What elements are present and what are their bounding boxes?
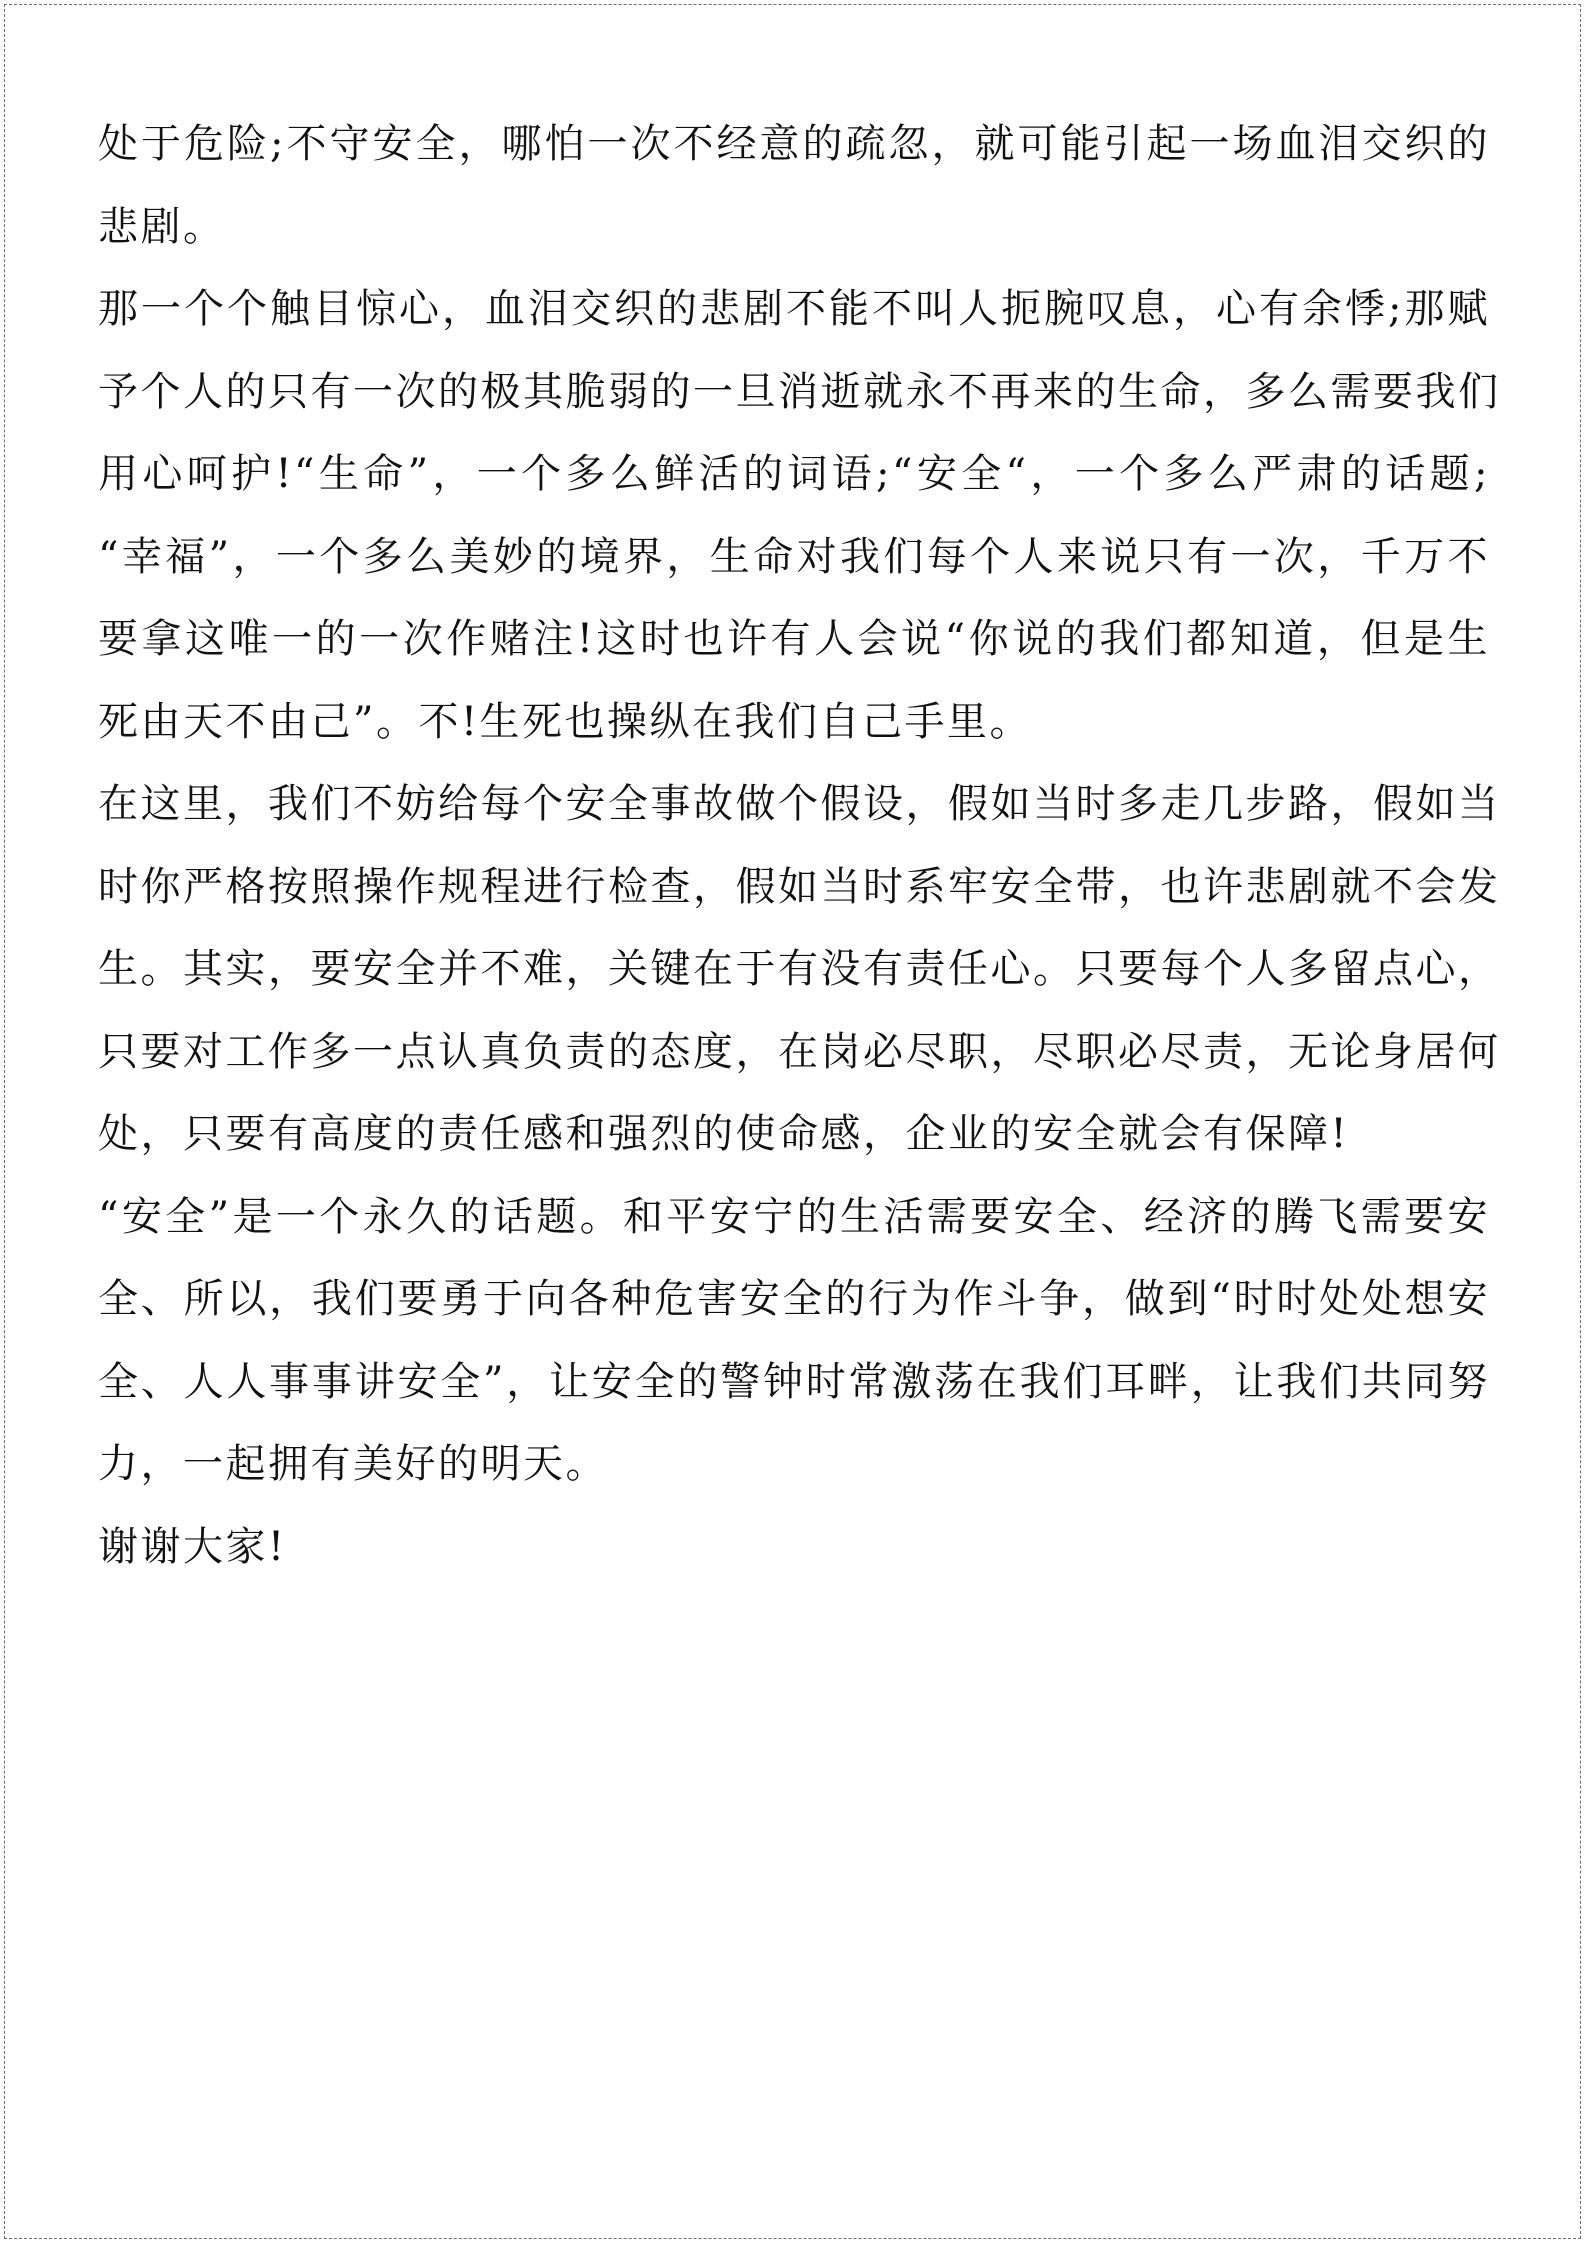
text-line: “幸福”，一个多么美妙的境界，生命对我们每个人来说只有一次，千万不 <box>98 533 1490 580</box>
paragraph-5 <box>98 1506 1490 1589</box>
paragraph-3 <box>98 763 1501 1176</box>
text-line: 谢谢大家! <box>98 1523 287 1570</box>
text-line: 生。其实，要安全并不难，关键在于有没有责任心。只要每个人多留点心， <box>98 946 1501 992</box>
text-line: “安全”是一个永久的话题。和平安宁的生活需要安全、经济的腾飞需要安 <box>98 1193 1490 1240</box>
text-line: 要拿这唯一的一次作赌注!这时也许有人会说“你说的我们都知道，但是生 <box>98 616 1490 662</box>
paragraph-2 <box>98 268 1501 763</box>
document-body <box>98 103 1501 1588</box>
paragraph-1 <box>98 103 1490 268</box>
text-line: 用心呵护!“生命”，一个多么鲜活的词语;“安全“，一个多么严肃的话题; <box>98 451 1490 497</box>
text-line: 处，只要有高度的责任感和强烈的使命感，企业的安全就会有保障! <box>98 1111 1350 1157</box>
text-line: 全、所以，我们要勇于向各种危害安全的行为作斗争，做到“时时处处想安 <box>98 1276 1490 1322</box>
text-line: 悲剧。 <box>98 203 226 250</box>
text-line: 予个人的只有一次的极其脆弱的一旦消逝就永不再来的生命，多么需要我们 <box>98 368 1501 415</box>
text-line: 时你严格按照操作规程进行检查，假如当时系牢安全带，也许悲剧就不会发 <box>98 863 1501 910</box>
text-line: 处于危险;不守安全，哪怕一次不经意的疏忽，就可能引起一场血泪交织的 <box>98 121 1490 167</box>
text-line: 力，一起拥有美好的明天。 <box>98 1441 608 1487</box>
paragraph-4 <box>98 1176 1490 1506</box>
text-line: 只要对工作多一点认真负责的态度，在岗必尽职，尽职必尽责，无论身居何 <box>98 1028 1501 1075</box>
text-line: 在这里，我们不妨给每个安全事故做个假设，假如当时多走几步路，假如当 <box>98 781 1501 827</box>
text-line: 全、人人事事讲安全”，让安全的警钟时常激荡在我们耳畔，让我们共同努 <box>98 1358 1490 1405</box>
text-line: 死由天不由己”。不!生死也操纵在我们自己手里。 <box>98 698 1033 745</box>
text-line: 那一个个触目惊心，血泪交织的悲剧不能不叫人扼腕叹息，心有余悸;那赋 <box>98 286 1490 332</box>
